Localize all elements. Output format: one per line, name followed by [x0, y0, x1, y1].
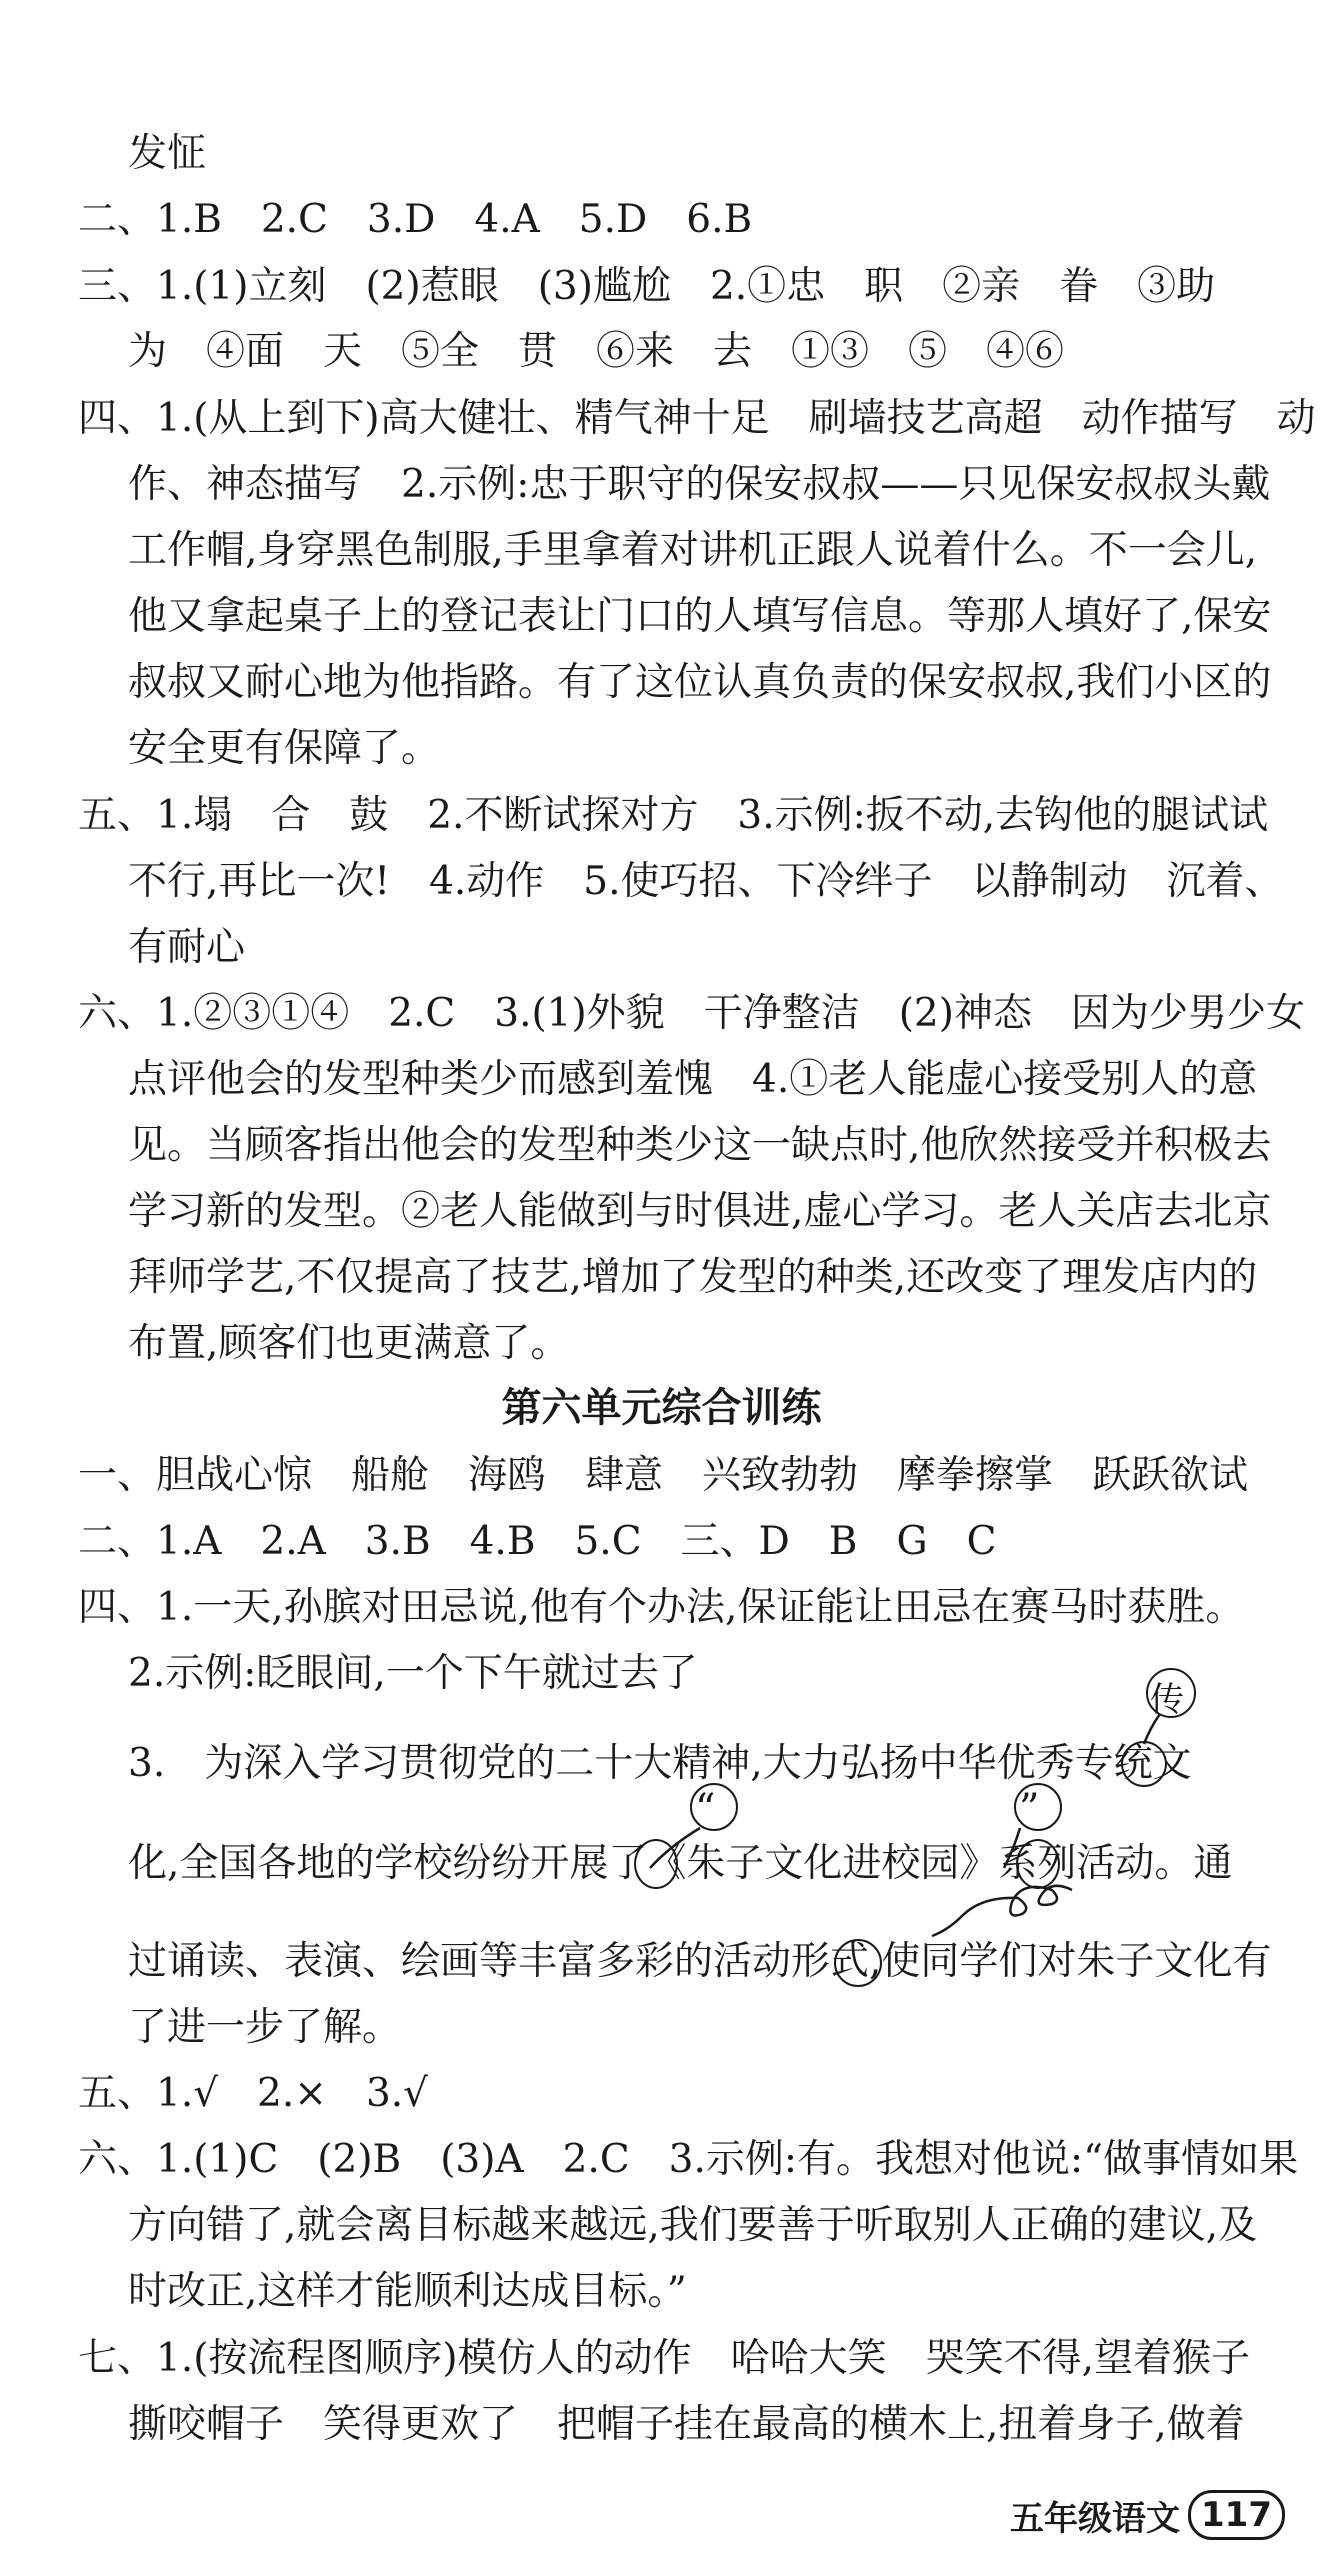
- text-line: 发怔: [128, 131, 207, 176]
- text-line: 他又拿起桌子上的登记表让门口的人填写信息。等那人填好了,保安: [128, 594, 1272, 639]
- text-line: 六、1.(1)C (2)B (3)A 2.C 3.示例:有。我想对他说:“做事情如果: [78, 2137, 1299, 2182]
- insert-char-circle: [1146, 1668, 1196, 1718]
- text-line: 布置,顾客们也更满意了。: [128, 1321, 570, 1366]
- page-number: 117: [1188, 2490, 1285, 2540]
- text-line: 见。当顾客指出他会的发型种类少这一缺点时,他欣然接受并积极去: [128, 1123, 1272, 1168]
- text-line: 化,全国各地的学校纷纷开展了《朱子文化进校园》系列活动。通: [128, 1841, 1233, 1886]
- text-line: 五、1.√ 2.× 3.√: [78, 2071, 429, 2116]
- text-line: 四、1.一天,孙膑对田忌说,他有个办法,保证能让田忌在赛马时获胜。: [78, 1585, 1245, 1630]
- section-title: 第六单元综合训练: [501, 1385, 822, 1431]
- text-line: 二、1.B 2.C 3.D 4.A 5.D 6.B: [78, 197, 753, 242]
- text-line: 过诵读、表演、绘画等丰富多彩的活动形式,使同学们对朱子文化有: [128, 1939, 1272, 1984]
- quote-close-mark: ”: [1019, 1786, 1040, 1832]
- insert-line-icon: [1140, 1712, 1170, 1752]
- footer-label: 五年级语文: [1010, 2498, 1180, 2539]
- text-line: 为 ④面 天 ⑤全 贯 ⑥来 去 ①③ ⑤ ④⑥: [128, 329, 1065, 374]
- text-line: 五、1.塌 合 鼓 2.不断试探对方 3.示例:扳不动,去钩他的腿试试: [78, 793, 1269, 838]
- text-line: 不行,再比一次! 4.动作 5.使巧招、下冷绊子 以静制动 沉着、: [128, 859, 1284, 904]
- text-line: 四、1.(从上到下)高大健壮、精气神十足 刷墙技艺高超 动作描写 动: [78, 396, 1316, 441]
- text-line: 作、神态描写 2.示例:忠于职守的保安叔叔——只见保安叔叔头戴: [128, 462, 1271, 507]
- text-line: 2.示例:眨眼间,一个下午就过去了: [128, 1651, 698, 1696]
- text-line: 安全更有保障了。: [128, 726, 441, 771]
- text-line: 叔叔又耐心地为他指路。有了这位认真负责的保安叔叔,我们小区的: [128, 660, 1272, 705]
- quote-open-mark: “: [695, 1786, 716, 1832]
- text-line: 三、1.(1)立刻 (2)惹眼 (3)尴尬 2.①忠 职 ②亲 眷 ③助: [78, 264, 1216, 309]
- text-line: 有耐心: [128, 925, 246, 970]
- text-line: 了进一步了解。: [128, 2005, 402, 2050]
- text-line: 3. 为深入学习贯彻党的二十大精神,大力弘扬中华优秀专统文: [128, 1741, 1192, 1786]
- text-line: 二、1.A 2.A 3.B 4.B 5.C 三、D B G C: [78, 1519, 997, 1564]
- page-footer: [1010, 2490, 1285, 2540]
- text-line: 点评他会的发型种类少而感到羞愧 4.①老人能虚心接受别人的意: [128, 1057, 1258, 1102]
- text-line: 方向错了,就会离目标越来越远,我们要善于听取别人正确的建议,及: [128, 2203, 1258, 2248]
- text-line: 时改正,这样才能顺利达成目标。”: [128, 2269, 687, 2314]
- transpose-loop-icon: [902, 1880, 1082, 1940]
- text-line: 七、1.(按流程图顺序)模仿人的动作 哈哈大笑 哭笑不得,望着猴子: [78, 2336, 1251, 2381]
- text-line: 拜师学艺,不仅提高了技艺,增加了发型的种类,还改变了理发店内的: [128, 1255, 1258, 1300]
- text-line: 撕咬帽子 笑得更欢了 把帽子挂在最高的横木上,扭着身子,做着: [128, 2402, 1245, 2447]
- bracket-open-circle: [634, 1839, 678, 1889]
- insert-char-mark: 传: [1150, 1680, 1184, 1720]
- quote-close-circle: [1014, 1783, 1062, 1831]
- use-char-circle: [834, 1939, 882, 1987]
- text-line: 一、胆战心惊 船舱 海鸥 肆意 兴致勃勃 摩拳擦掌 跃跃欲试: [78, 1453, 1249, 1498]
- text-line: 六、1.②③①④ 2.C 3.(1)外貌 干净整洁 (2)神态 因为少男少女: [78, 991, 1305, 1036]
- text-line: 学习新的发型。②老人能做到与时俱进,虚心学习。老人关店去北京: [128, 1189, 1272, 1234]
- quote-open-circle: [690, 1783, 738, 1831]
- text-line: 工作帽,身穿黑色制服,手里拿着对讲机正跟人说着什么。不一会儿,: [128, 528, 1258, 573]
